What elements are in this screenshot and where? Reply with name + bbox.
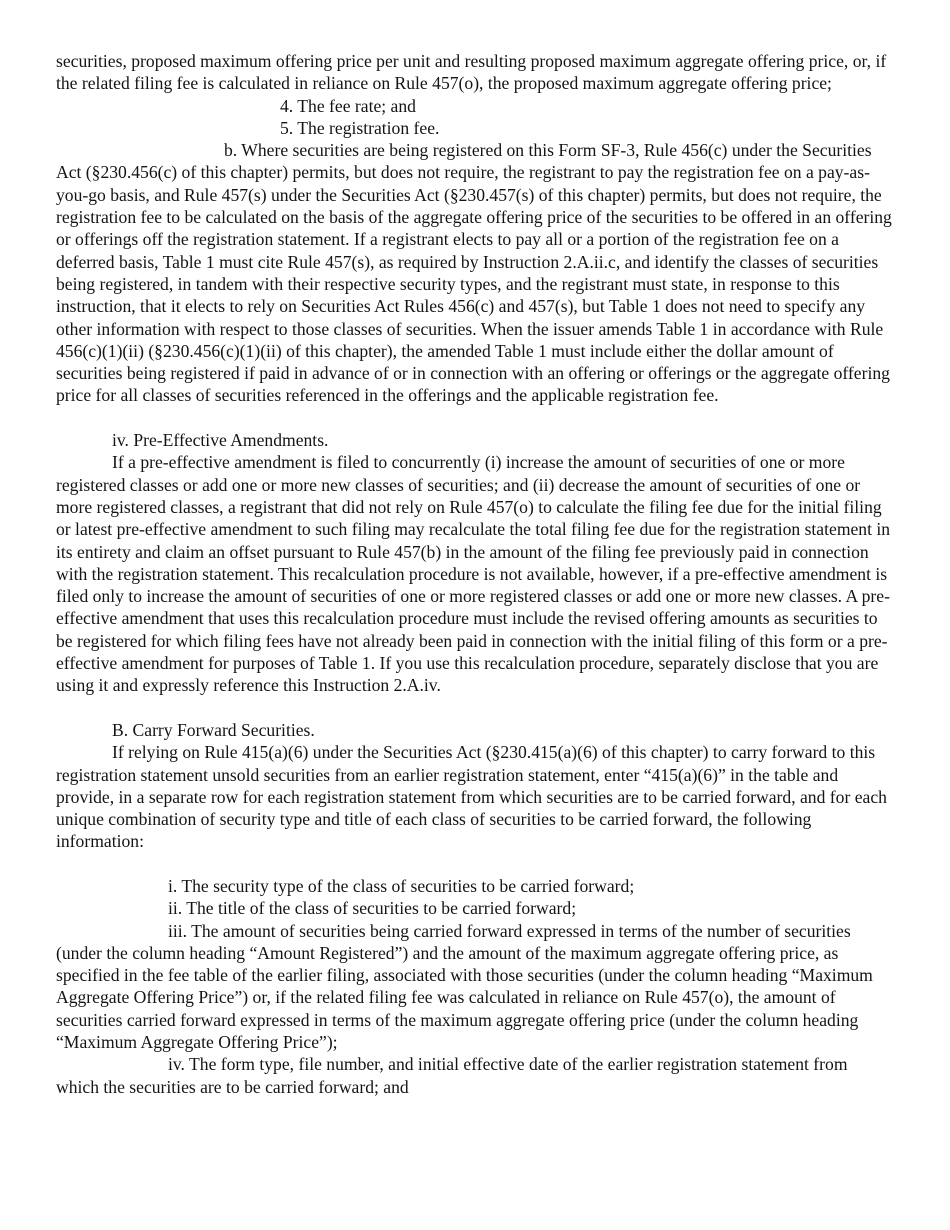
paragraph-pre-effective-amendments: If a pre-effective amendment is filed to concurrently (i) increase the amount of securities of one or more registered classes or add one or more new classes of securities; and (ii) decrease the amount of securities of one or more registered classes, a registrant that did not rely on Rule 457(o) to calculate the filing fee due for the initial filing or latest pre-effective amendment to such filing may recalculate the total filing fee due for the registration statement in its entirety and claim an offset pursuant to Rule 457(b) in the amount of the filing fee previously paid in connection with the registration statement. This recalculation procedure is not available, however, if a pre-effective amendment is filed only to increase the amount of securities of one or more registered classes or add one or more new classes. A pre-effective amendment that uses this recalculation procedure must include the revised offering amounts as securities to be registered for which filing fees have not already been paid in connection with the initial filing of this form or a pre-effective amendment for purposes of Table 1. If you use this recalculation procedure, separately disclose that you are using it and expressly reference this Instruction 2.A.iv.	[56, 452, 891, 696]
section-heading-carry-forward: B. Carry Forward Securities.	[112, 719, 315, 740]
paragraph-carry-forward: If relying on Rule 415(a)(6) under the Securities Act (§230.415(a)(6) of this chapter) to carry forward to this registration statement unsold securities from an earlier registration statement, enter “415(a)(6)” in the table and provide, in a separate row for each registration statement from which securities are to be carried forward, and for each unique combination of security type and title of each class of securities to be carried forward, the following information:	[56, 742, 887, 852]
list-item-form-type: iv. The form type, file number, and initial effective date of the earlier registration statement from which the securities are to be carried forward; and	[56, 1054, 848, 1097]
spacer	[56, 697, 894, 719]
spacer	[56, 853, 894, 875]
list-item-registration-fee: 5. The registration fee.	[280, 117, 440, 138]
list-item-class-title: ii. The title of the class of securities to be carried forward;	[168, 898, 577, 919]
paragraph-item-b: b. Where securities are being registered on this Form SF-3, Rule 456(c) under the Securities Act (§230.456(c) of this chapter) permits, but does not require, the registrant to pay the registration fee on a pay-as-you-go basis, and Rule 457(s) under the Securities Act (§230.457(s) of this chapter) permits, but does not require, the registration fee to be calculated on the basis of the aggregate offering price of the securities to be offered in an offering or offerings off the registration statement. If a registrant elects to pay all or a portion of the registration fee on a deferred basis, Table 1 must cite Rule 457(s), as required by Instruction 2.A.ii.c, and identify the classes of securities being registered, in tandem with their respective security types, and the registrant must state, in response to this instruction, that it elects to rely on Securities Act Rules 456(c) and 457(s), but Table 1 does not need to specify any other information with respect to those classes of securities. When the issuer amends Table 1 in accordance with Rule 456(c)(1)(ii) (§230.456(c)(1)(ii) of this chapter), the amended Table 1 must include either the dollar amount of securities being registered if paid in advance of or in connection with an offering or offerings or the aggregate offering price for all classes of securities referenced in the offerings and the applicable registration fee.	[56, 140, 892, 406]
list-item-amount-carried-forward: iii. The amount of securities being carried forward expressed in terms of the number of securities (under the column heading “Amount Registered”) and the amount of the maximum aggregate offering price, as specified in the fee table of the earlier filing, associated with those securities (under the column heading “Maximum Aggregate Offering Price”) or, if the related filing fee was calculated in reliance on Rule 457(o), the amount of securities carried forward expressed in terms of the maximum aggregate offering price (under the column heading “Maximum Aggregate Offering Price”);	[56, 920, 873, 1053]
section-heading-pre-effective-amendments: iv. Pre-Effective Amendments.	[112, 430, 329, 451]
spacer	[56, 407, 894, 429]
paragraph-continuation: securities, proposed maximum offering price per unit and resulting proposed maximum aggregate offering price, or, if the related filing fee is calculated in reliance on Rule 457(o), the proposed maximum aggregate offering price;	[56, 51, 887, 94]
list-item-fee-rate: 4. The fee rate; and	[280, 95, 416, 116]
list-item-security-type: i. The security type of the class of securities to be carried forward;	[168, 875, 635, 896]
